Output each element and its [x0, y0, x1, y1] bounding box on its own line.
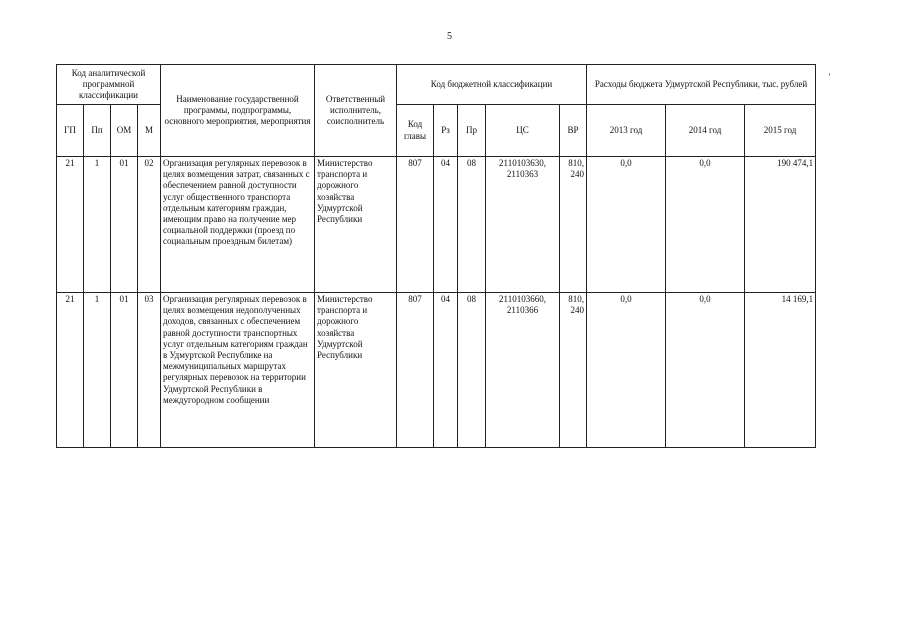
header-row-top: [57, 65, 816, 105]
cell-2015: 14 169,1: [745, 293, 816, 448]
cell-vr: 810, 240: [560, 293, 587, 448]
cell-executor: Министерство транспорта и дорожного хозяйства Удмуртской Республики: [315, 157, 397, 293]
cell-rz: 04: [434, 293, 458, 448]
header-cs: ЦС: [486, 105, 560, 157]
header-budget-code: Код бюджетной классификации: [397, 65, 587, 105]
cell-name: Организация регулярных перевозок в целях возмещения затрат, связанных с обеспечением равной доступности услуг общественного транспорта отдельным категориям граждан, имеющим право на получение мер социальной поддержки (проезд по социальным проездным билетам): [161, 157, 315, 293]
header-expenses: Расходы бюджета Удмуртской Республики, тыс. рублей: [587, 65, 816, 105]
header-om: ОМ: [111, 105, 138, 157]
cell-rz: 04: [434, 157, 458, 293]
cell-2013: 0,0: [587, 157, 666, 293]
header-pp: Пп: [84, 105, 111, 157]
cell-cs: 2110103630, 2110363: [486, 157, 560, 293]
cell-om: 01: [111, 157, 138, 293]
budget-table: [56, 64, 816, 448]
page-number: 5: [447, 31, 452, 42]
cell-2014: 0,0: [666, 293, 745, 448]
cell-gp: 21: [57, 293, 84, 448]
cell-kod-glavy: 807: [397, 293, 434, 448]
cell-m: 03: [138, 293, 161, 448]
cell-name: Организация регулярных перевозок в целях возмещения недополученных доходов, связанных с обеспечением равной доступности транспортных услуг отдельным категориям граждан в Удмуртской Республике на межмуниципальных маршрутах регулярных перевозок на территории Удмуртской Республики в междугородном сообщении: [161, 293, 315, 448]
header-2015: 2015 год: [745, 105, 816, 157]
header-pr: Пр: [458, 105, 486, 157]
cell-pp: 1: [84, 157, 111, 293]
header-vr: ВР: [560, 105, 587, 157]
header-2014: 2014 год: [666, 105, 745, 157]
cell-m: 02: [138, 157, 161, 293]
cell-pp: 1: [84, 293, 111, 448]
scan-mark: [829, 73, 830, 76]
cell-cs: 2110103660, 2110366: [486, 293, 560, 448]
cell-2013: 0,0: [587, 293, 666, 448]
cell-vr: 810, 240: [560, 157, 587, 293]
cell-pr: 08: [458, 157, 486, 293]
header-name: Наименование государственной программы, подпрограммы, основного мероприятия, мероприятия: [161, 65, 315, 157]
header-m: М: [138, 105, 161, 157]
table-row: [57, 157, 816, 293]
cell-executor: Министерство транспорта и дорожного хозяйства Удмуртской Республики: [315, 293, 397, 448]
cell-kod-glavy: 807: [397, 157, 434, 293]
cell-2014: 0,0: [666, 157, 745, 293]
cell-om: 01: [111, 293, 138, 448]
header-rz: Рз: [434, 105, 458, 157]
cell-pr: 08: [458, 293, 486, 448]
header-executor: Ответственный исполнитель, соисполнитель: [315, 65, 397, 157]
header-2013: 2013 год: [587, 105, 666, 157]
table-row: [57, 293, 816, 448]
cell-gp: 21: [57, 157, 84, 293]
header-kod-glavy: Код главы: [397, 105, 434, 157]
cell-2015: 190 474,1: [745, 157, 816, 293]
header-analytic-code: Код аналитической программной классификации: [57, 65, 161, 105]
header-gp: ГП: [57, 105, 84, 157]
